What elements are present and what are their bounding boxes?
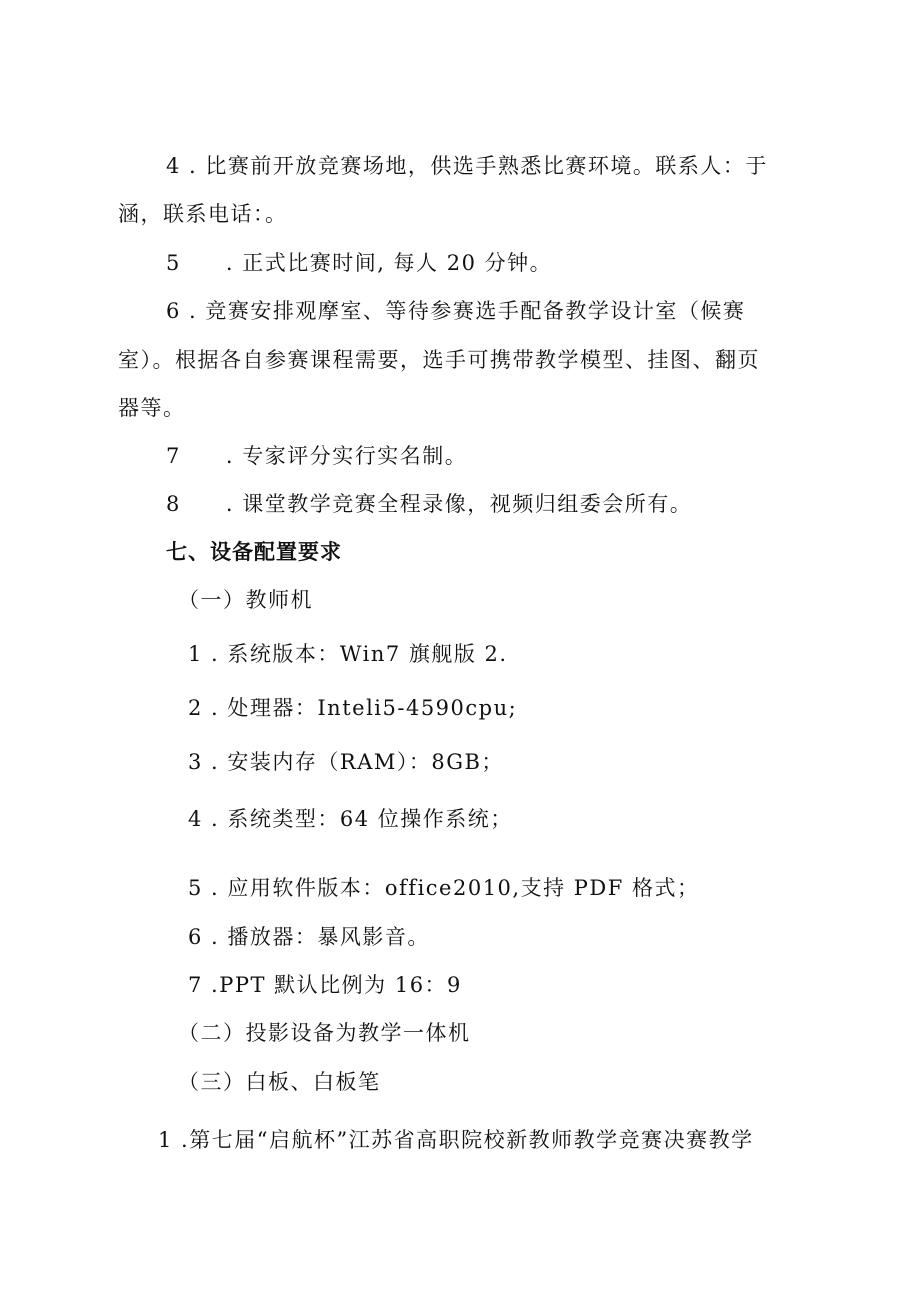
paragraph-item-5: 5 . 正式比赛时间, 每人 20 分钟。 xyxy=(166,251,553,275)
section-heading-equipment: 七、设备配置要求 xyxy=(166,540,342,564)
spec-player: 6 . 播放器：暴风影音。 xyxy=(188,925,430,949)
subsection-whiteboard: （三）白板、白板笔 xyxy=(178,1070,381,1094)
paragraph-item-6-line3: 器等。 xyxy=(118,396,186,420)
footnote-item-1: 1 .第七届“启航杯”江苏省高职院校新教师教学竞赛决赛教学 xyxy=(158,1128,754,1152)
spec-memory: 3 . 安装内存（RAM）：8GB； xyxy=(188,750,504,774)
paragraph-item-6-line2: 室）。根据各自参赛课程需要，选手可携带教学模型、挂图、翻页 xyxy=(118,348,760,372)
spec-processor: 2 . 处理器：Inteli5-4590cpu; xyxy=(188,696,518,720)
subsection-teacher-machine: （一）教师机 xyxy=(178,588,313,612)
spec-ppt-ratio: 7 .PPT 默认比例为 16：9 xyxy=(188,973,462,997)
paragraph-item-8: 8 . 课堂教学竞赛全程录像，视频归组委会所有。 xyxy=(166,492,693,516)
spec-system-type: 4 . 系统类型：64 位操作系统； xyxy=(188,807,513,831)
spec-system-version: 1 . 系统版本：Win7 旗舰版 2. xyxy=(188,642,508,666)
spec-software-version: 5 . 应用软件版本：office2010,支持 PDF 格式； xyxy=(188,876,700,900)
paragraph-item-7: 7 . 专家评分实行实名制。 xyxy=(166,444,468,468)
paragraph-item-4-line1: 4 . 比赛前开放竞赛场地，供选手熟悉比赛环境。联系人：于 xyxy=(166,154,768,178)
subsection-projector: （二）投影设备为教学一体机 xyxy=(178,1021,471,1045)
paragraph-item-6-line1: 6 . 竞赛安排观摩室、等待参赛选手配备教学设计室（候赛 xyxy=(166,299,746,323)
paragraph-item-4-line2: 涵，联系电话：。 xyxy=(118,202,288,226)
